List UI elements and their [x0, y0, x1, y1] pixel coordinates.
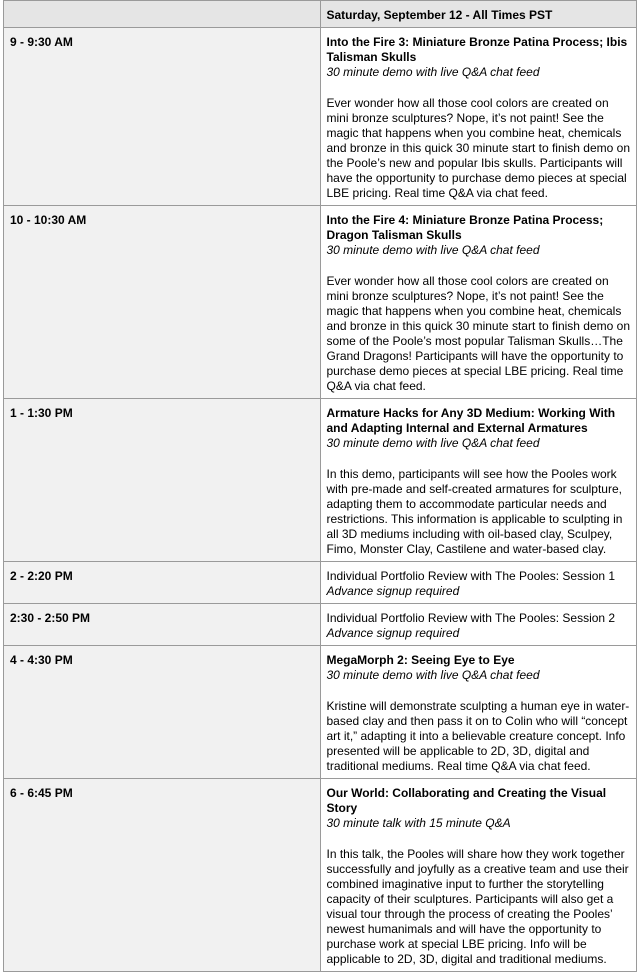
event-description: Ever wonder how all those cool colors are created on mini bronze sculptures? Nope, it’s not paint! See the magic that happens when you combine heat, chemicals and bronze in this quick 30 minute start to finish demo on some of the Poole’s most popular Talisman Skulls…The Grand Dragons! Participants will have the opportunity to purchase demo pieces at special LBE pricing. Real time Q&A via chat feed.: [326, 274, 631, 393]
event-subtitle: 30 minute demo with live Q&A chat feed: [326, 668, 540, 682]
schedule-row: [4, 562, 637, 604]
event-subtitle: Advance signup required: [326, 584, 460, 598]
event-title: MegaMorph 2: Seeing Eye to Eye: [326, 653, 515, 667]
event-details: [320, 399, 637, 562]
event-title: Individual Portfolio Review with The Pooles: Session 2: [326, 611, 616, 625]
schedule-row: [4, 779, 637, 972]
schedule-row: [4, 604, 637, 646]
schedule-row: [4, 399, 637, 562]
event-description: Ever wonder how all those cool colors are created on mini bronze sculptures? Nope, it’s not paint! See the magic that happens when you combine heat, chemicals and bronze in this quick 30 minute start to finish demo on the Poole’s new and popular Ibis skulls. Participants will have the opportunity to purchase demo pieces at special LBE pricing. Real time Q&A via chat feed.: [326, 96, 631, 200]
event-time: 1 - 1:30 PM: [4, 399, 321, 562]
event-subtitle: Advance signup required: [326, 626, 460, 640]
event-subtitle: 30 minute demo with live Q&A chat feed: [326, 65, 540, 79]
event-title: Armature Hacks for Any 3D Medium: Working With and Adapting Internal and External Armatures: [326, 406, 616, 435]
event-time: 6 - 6:45 PM: [4, 779, 321, 972]
event-time: 2:30 - 2:50 PM: [4, 604, 321, 646]
schedule-header-row: [4, 1, 637, 28]
event-description: In this demo, participants will see how the Pooles work with pre-made and self-created armatures for sculpture, adapting them to accommodate particular needs and restrictions. This information is applicable to sculpting in all 3D mediums including with oil-based clay, Sculpey, Fimo, Monster Clay, Castilene and water-based clay.: [326, 467, 623, 556]
schedule-table: [3, 0, 637, 972]
event-details: [320, 779, 637, 972]
event-time: 2 - 2:20 PM: [4, 562, 321, 604]
schedule-row: [4, 28, 637, 206]
schedule-row: [4, 206, 637, 399]
event-title: Into the Fire 3: Miniature Bronze Patina Process; Ibis Talisman Skulls: [326, 35, 628, 64]
event-time: 10 - 10:30 AM: [4, 206, 321, 399]
event-details: [320, 646, 637, 779]
event-details: [320, 28, 637, 206]
event-details: [320, 562, 637, 604]
event-subtitle: 30 minute demo with live Q&A chat feed: [326, 243, 540, 257]
event-title: Into the Fire 4: Miniature Bronze Patina Process; Dragon Talisman Skulls: [326, 213, 604, 242]
day-title: Saturday, September 12 - All Times PST: [320, 1, 637, 28]
event-description: In this talk, the Pooles will share how they work together successfully and joyfully as a creative team and use their combined imaginative input to further the storytelling capacity of their sculptures. Participants will also get a visual tour through the process of creating the Pooles’ newest humanimals and will have the opportunity to purchase work at special LBE pricing. Info will be applicable to 2D, 3D, digital and traditional mediums.: [326, 847, 629, 966]
event-details: [320, 206, 637, 399]
event-subtitle: 30 minute demo with live Q&A chat feed: [326, 436, 540, 450]
event-title: Our World: Collaborating and Creating the Visual Story: [326, 786, 607, 815]
event-subtitle: 30 minute talk with 15 minute Q&A: [326, 816, 511, 830]
event-time: 4 - 4:30 PM: [4, 646, 321, 779]
schedule-row: [4, 646, 637, 779]
header-time-cell: [4, 1, 321, 28]
event-description: Kristine will demonstrate sculpting a human eye in water-based clay and then pass it on to Colin who will “concept art it,” adapting it into a believable creature concept. Info presented will be applicable to 2D, 3D, digital and traditional mediums. Real time Q&A via chat feed.: [326, 699, 630, 773]
event-title: Individual Portfolio Review with The Pooles: Session 1: [326, 569, 616, 583]
event-details: [320, 604, 637, 646]
event-time: 9 - 9:30 AM: [4, 28, 321, 206]
